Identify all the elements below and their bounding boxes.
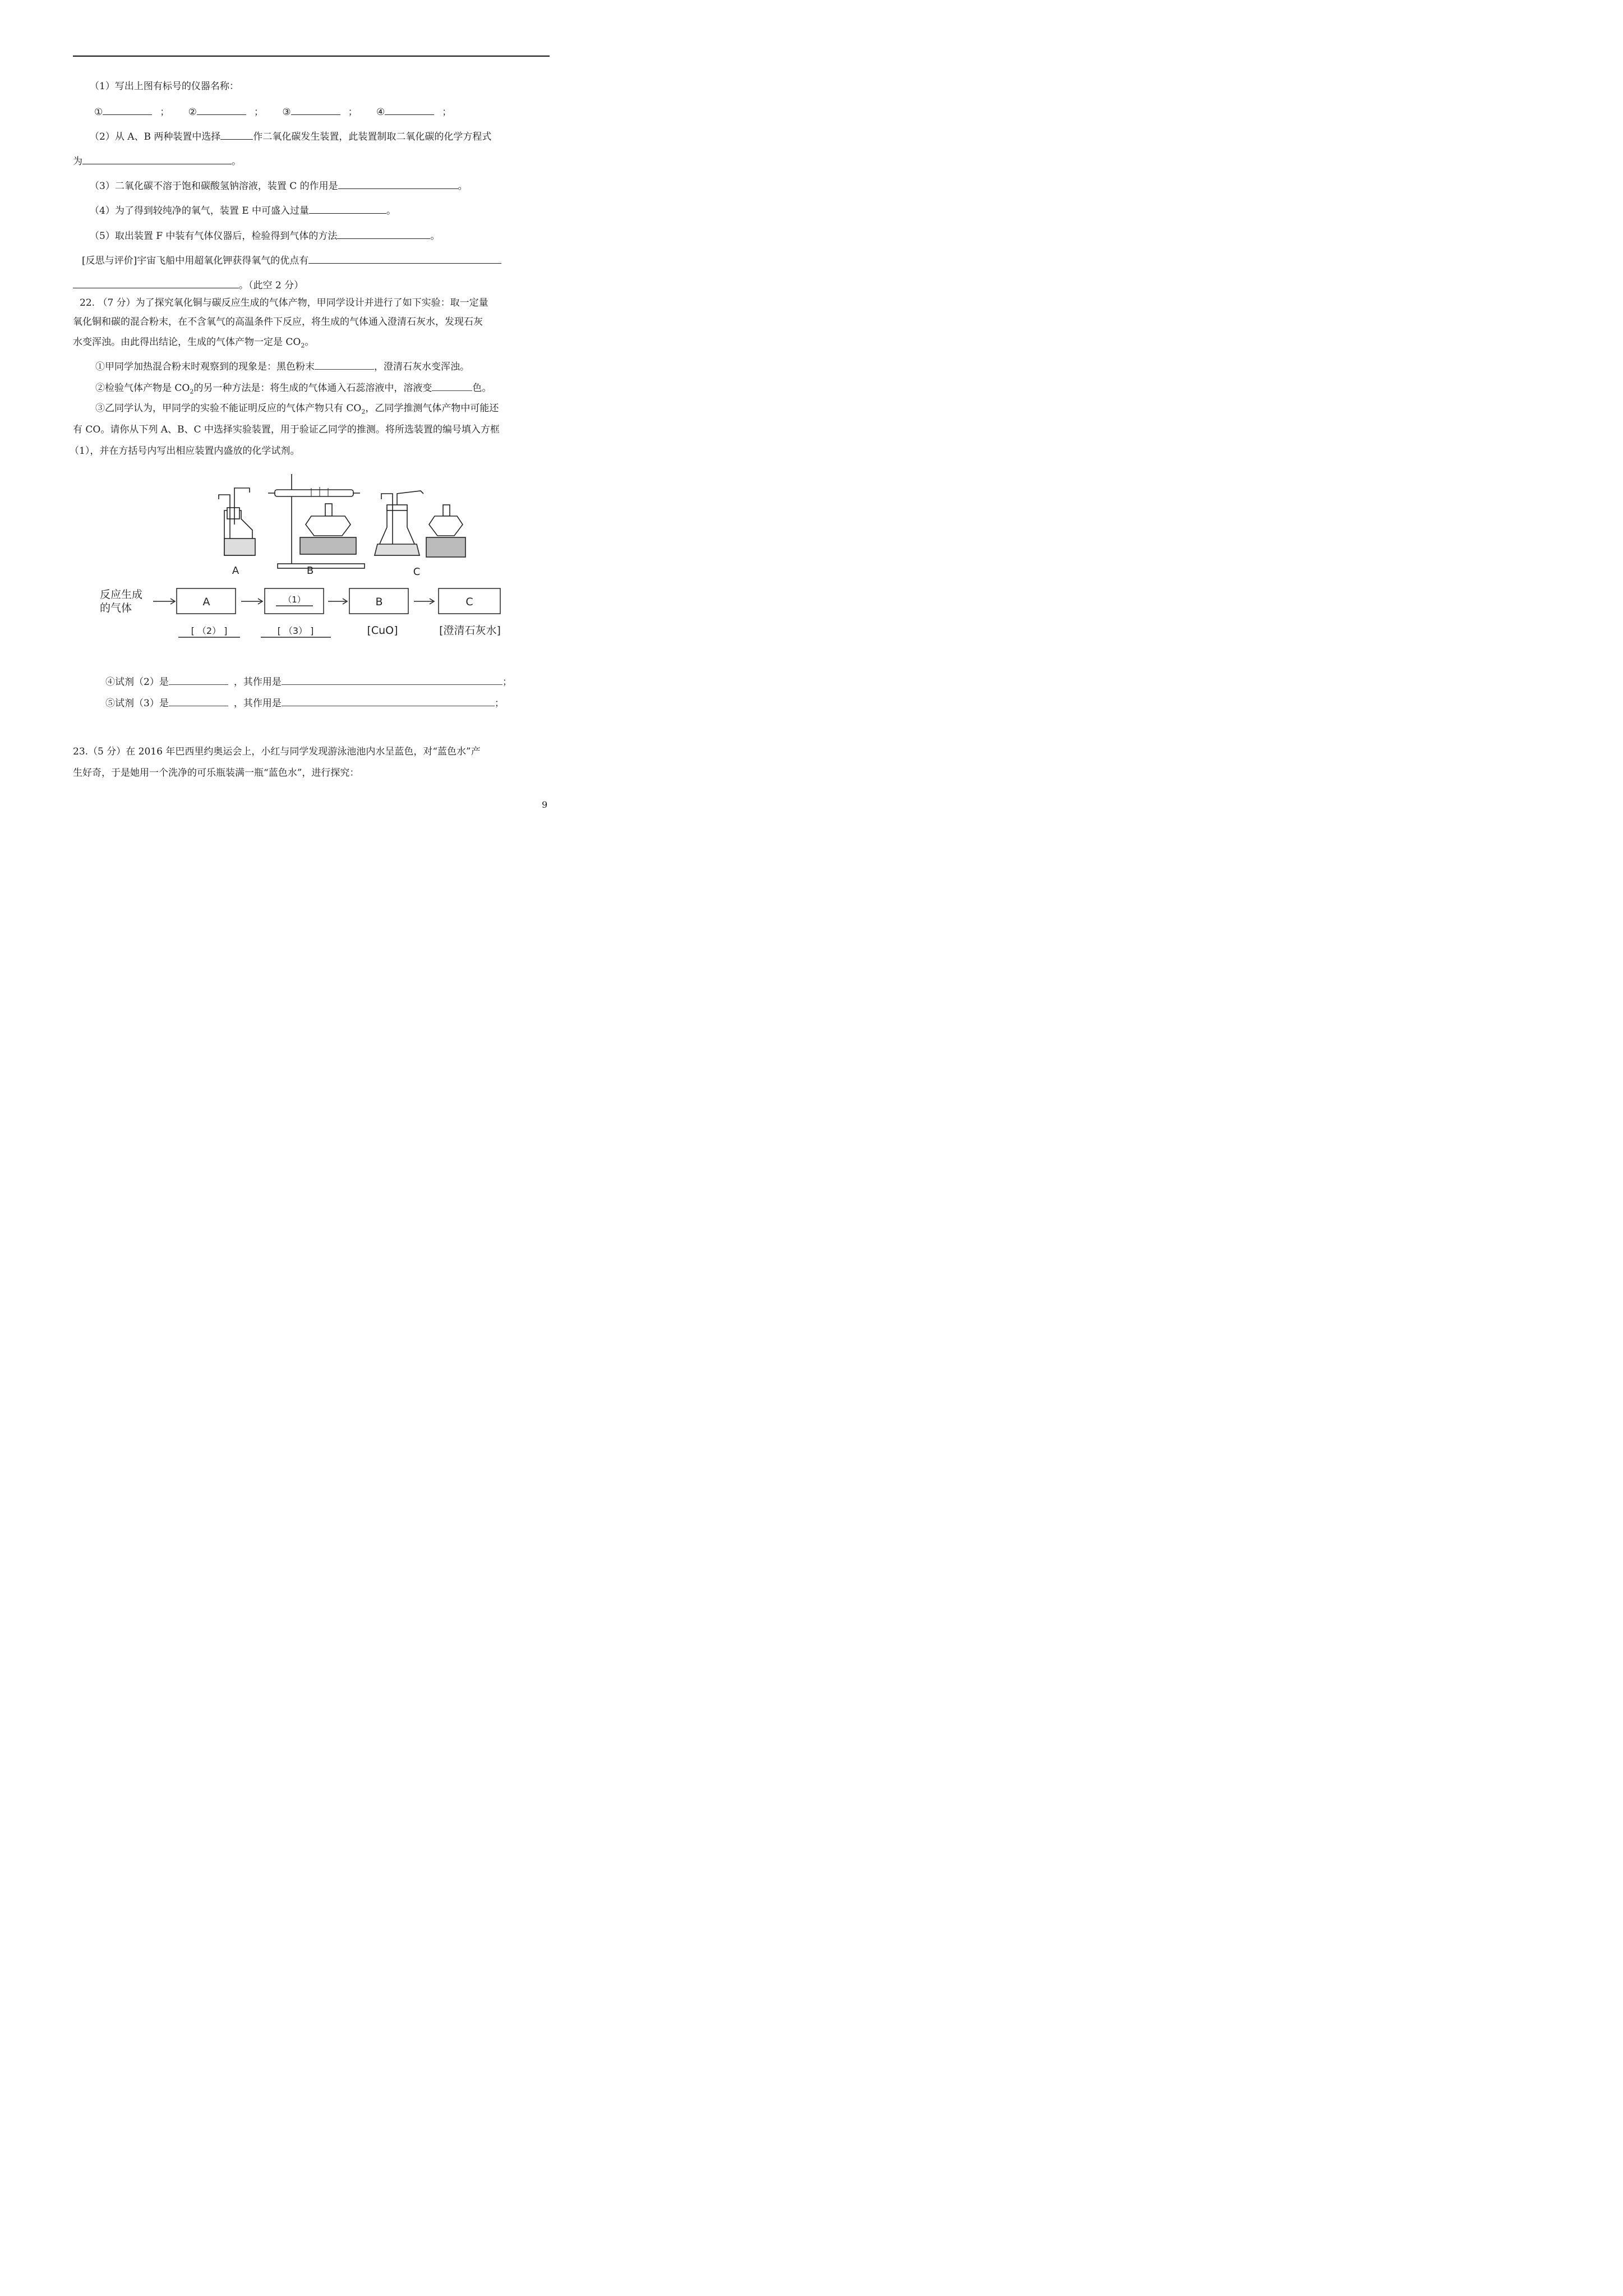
- blank-generator-choice[interactable]: [220, 129, 253, 140]
- q22-intro-text-1: 22. （7 分）为了探究氧化铜与碳反应生成的气体产物，甲同学设计并进行了如下实验：取一定量: [80, 297, 488, 309]
- q22-step5-text-b: ，其作用是: [233, 698, 282, 709]
- apparatus-a-wash-bottle: [219, 488, 255, 555]
- period: 。: [232, 156, 241, 167]
- q21-part2: [90, 129, 491, 144]
- q22-step4-text-b: ，其作用是: [233, 677, 282, 688]
- subscript-2: 2: [361, 408, 366, 416]
- reagent-limewater-label: [澄清石灰水]: [439, 624, 501, 637]
- period: 。: [386, 205, 396, 217]
- flow-start-line2: 的气体: [100, 602, 132, 614]
- flow-box-b-label: B: [375, 596, 383, 608]
- q22-step2-text-c: 色。: [472, 383, 492, 394]
- q23-text-1: 23.（5 分）在 2016 年巴西里约奥运会上，小红与同学发现游泳池池内水呈蓝色，对“蓝色水”产: [73, 746, 481, 757]
- mark-2: ②: [188, 107, 197, 118]
- q22-step3-text-a: ③乙同学认为，甲同学的实验不能证明反应的气体产物只有 CO: [95, 403, 362, 414]
- subscript-2: 2: [190, 388, 194, 395]
- flow-box-c-label: C: [465, 596, 473, 608]
- header-rule: [73, 56, 550, 57]
- q21-reflection-cont: [73, 278, 303, 292]
- blank-device-c-purpose[interactable]: [338, 178, 458, 189]
- period: 。: [430, 231, 440, 242]
- reagent-3-label: [ （3） ]: [277, 625, 314, 636]
- q22-step3: [95, 402, 499, 418]
- q22-step4: [105, 674, 512, 689]
- q21-part4-text: （4）为了得到较纯净的氧气，装置 E 中可盛入过量: [90, 205, 310, 217]
- q21-part4: [90, 203, 396, 218]
- blank-reagent-3-purpose[interactable]: [282, 696, 495, 706]
- q22-step1-text-b: ，澄清石灰水变浑浊。: [374, 361, 469, 372]
- blank-instrument-1[interactable]: [103, 104, 152, 115]
- sep: ；: [160, 107, 170, 118]
- blank-gas-test-method[interactable]: [337, 228, 430, 239]
- q22-intro-line3: [73, 335, 314, 352]
- semicolon: ；: [502, 677, 512, 688]
- flow-box-1-label: （1）: [283, 595, 306, 605]
- blank-reagent-2-purpose[interactable]: [282, 674, 502, 685]
- apparatus-c-flask-burner: [375, 491, 465, 557]
- q22-step1: [95, 359, 469, 374]
- mark-1: ①: [94, 107, 103, 118]
- blank-reagent-2[interactable]: [169, 674, 228, 685]
- q22-step2-text-a: ②检验气体产物是 CO: [95, 383, 190, 394]
- q21-part2-text-b: 作二氧化碳发生装置，此装置制取二氧化碳的化学方程式: [253, 131, 492, 142]
- reflection-end-text: 。（此空 2 分）: [239, 280, 304, 291]
- q21-part2-text-a: （2）从 A、B 两种装置中选择: [90, 131, 221, 142]
- blank-reflection-2[interactable]: [73, 278, 239, 288]
- q22-intro-text-2: 氧化铜和碳的混合粉末，在不含氧气的高温条件下反应，将生成的气体通入澄清石灰水，发现石灰: [73, 316, 483, 328]
- apparatus-figure: [90, 471, 522, 645]
- label-apparatus-c: C: [413, 566, 421, 578]
- q21-part2-cont: [73, 154, 241, 168]
- q22-step3-text-b: ，乙同学推测气体产物中可能还: [365, 403, 499, 414]
- q22-step3-text-d: （1），并在方括号内写出相应装置内盛放的化学试剂。: [70, 445, 300, 457]
- label-apparatus-a: A: [232, 565, 239, 577]
- mark-3: ③: [282, 107, 291, 118]
- q21-part2-text-c: 为: [73, 156, 82, 167]
- q23-line2: [73, 766, 359, 780]
- apparatus-b-heated-tube: [268, 474, 365, 568]
- q22-step2-text-b: 的另一种方法是：将生成的气体通入石蕊溶液中，溶液变: [193, 383, 432, 394]
- sep: ；: [442, 107, 452, 118]
- q21-reflection: [82, 253, 501, 268]
- period: 。: [458, 181, 468, 192]
- q22-intro-text-3: 水变浑浊。由此得出结论，生成的气体产物一定是 CO: [73, 337, 301, 348]
- subscript-2: 2: [301, 342, 305, 349]
- q22-step5: [105, 696, 504, 710]
- q22-intro-line1: [80, 296, 488, 310]
- semicolon: ；: [494, 698, 504, 709]
- q22-step2: [95, 380, 491, 398]
- blank-litmus-color[interactable]: [432, 380, 472, 391]
- q22-step5-text-a: ⑤试剂（3）是: [105, 698, 169, 709]
- q21-part1: [90, 80, 239, 93]
- q21-part3: [90, 178, 468, 193]
- q22-step3-cont2: [70, 444, 299, 458]
- period: 。: [305, 337, 315, 348]
- page-number: 9: [542, 799, 548, 810]
- flow-box-a-label: A: [202, 596, 210, 608]
- reagent-cuo-label: [CuO]: [367, 624, 398, 637]
- blank-reagent-3[interactable]: [169, 696, 228, 706]
- blank-instrument-3[interactable]: [291, 104, 340, 115]
- q21-part3-text: （3）二氧化碳不溶于饱和碳酸氢钠溶液，装置 C 的作用是: [90, 181, 338, 192]
- sep: ；: [348, 107, 358, 118]
- q22-step1-text-a: ①甲同学加热混合粉末时观察到的现象是：黑色粉末: [95, 361, 315, 372]
- flow-start-line1: 反应生成: [100, 588, 143, 601]
- blank-instrument-4[interactable]: [385, 104, 434, 115]
- blank-powder-change[interactable]: [315, 359, 374, 370]
- blank-instrument-2[interactable]: [197, 104, 246, 115]
- reflection-text: [反思与评价]宇宙飞船中用超氧化钾获得氧气的优点有: [82, 255, 309, 266]
- blank-reflection-1[interactable]: [308, 253, 501, 264]
- label-apparatus-b: B: [306, 565, 314, 577]
- q22-step3-cont1: [73, 423, 500, 436]
- blank-device-e-reagent[interactable]: [309, 203, 386, 214]
- q21-part5-text: （5）取出装置 F 中装有气体仪器后，检验得到气体的方法: [90, 231, 338, 242]
- q23-text-2: 生好奇，于是她用一个洗净的可乐瓶装满一瓶“蓝色水”，进行探究：: [73, 767, 359, 779]
- sep: ；: [253, 107, 264, 118]
- mark-4: ④: [376, 107, 385, 118]
- reagent-2-label: [ （2） ]: [191, 625, 228, 636]
- q21-part5: [90, 228, 440, 243]
- q21-instrument-blanks: [94, 104, 451, 119]
- q21-part1-text: （1）写出上图有标号的仪器名称：: [90, 81, 239, 92]
- blank-equation[interactable]: [82, 154, 232, 164]
- q22-step4-text-a: ④试剂（2）是: [105, 677, 169, 688]
- q23-line1: [73, 745, 481, 758]
- q22-intro-line2: [73, 315, 483, 329]
- q22-step3-text-c: 有 CO。请你从下列 A、B、C 中选择实验装置，用于验证乙同学的推测。将所选装置的编号填入方框: [73, 424, 500, 435]
